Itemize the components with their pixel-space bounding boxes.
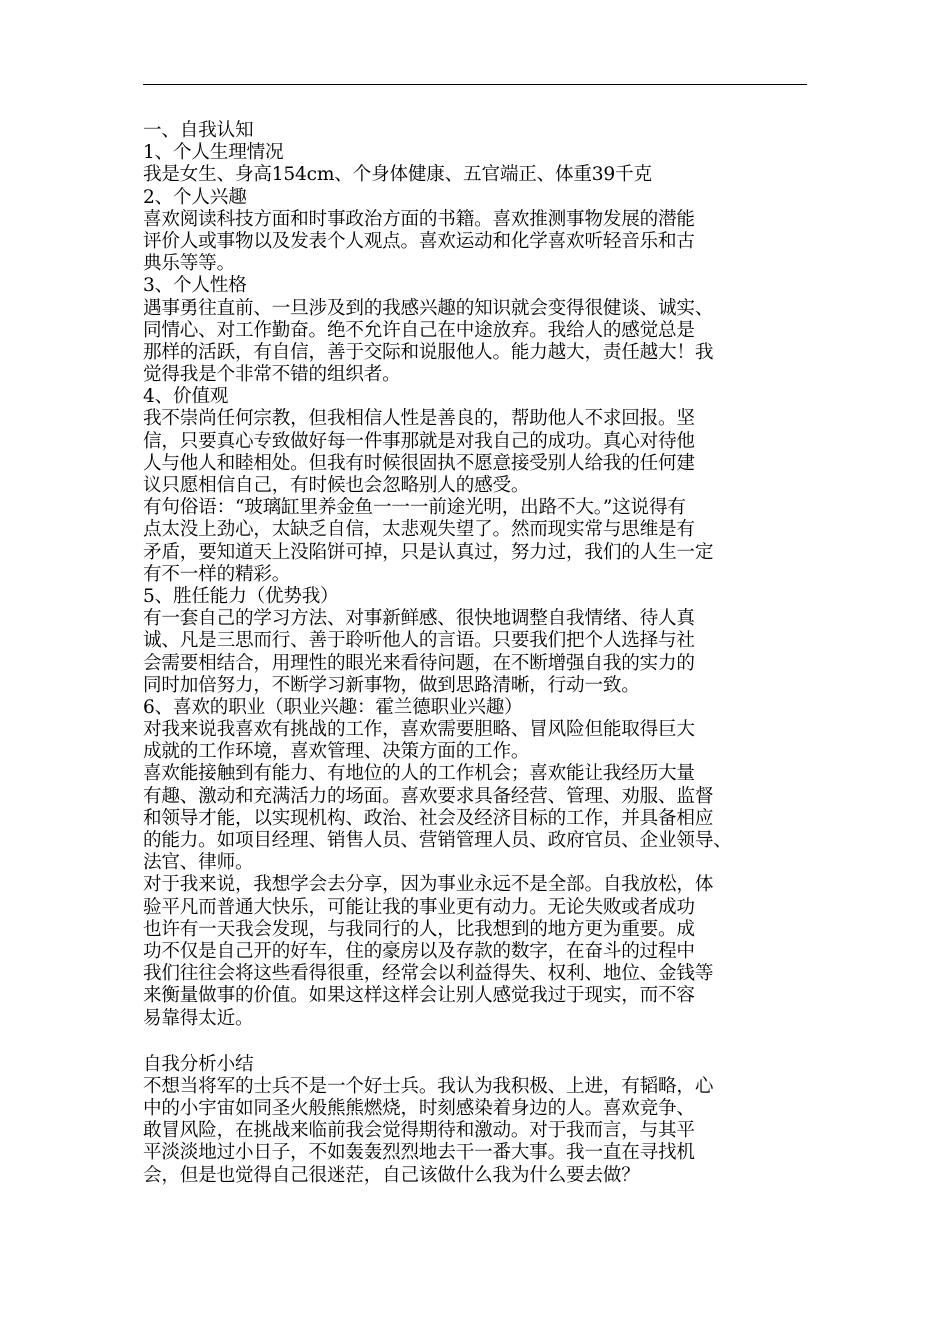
paragraph-line: 喜欢能接触到有能力、有地位的人的工作机会；喜欢能让我经历大量: [143, 763, 695, 785]
paragraph-line: 喜欢阅读科技方面和时事政治方面的书籍。喜欢推测事物发展的潜能: [143, 208, 695, 230]
subsection-heading-3: 3、个人性格: [143, 275, 247, 297]
subsection-heading-4: 4、价值观: [143, 386, 229, 408]
paragraph-line: 对于我来说，我想学会去分享，因为事业永远不是全部。自我放松，体: [143, 874, 714, 896]
paragraph-line: 评价人或事物以及发表个人观点。喜欢运动和化学喜欢听轻音乐和古: [143, 230, 695, 252]
paragraph-line: 来衡量做事的价值。如果这样这样会让别人感觉我过于现实，而不容: [143, 985, 695, 1007]
paragraph-line: 对我来说我喜欢有挑战的工作，喜欢需要胆略、冒风险但能取得巨大: [143, 719, 695, 741]
paragraph-line: 也许有一天我会发现，与我同行的人，比我想到的地方更为重要。成: [143, 918, 695, 940]
paragraph-line: 点太没上劲心，太缺乏自信，太悲观失望了。然而现实常与思维是有: [143, 519, 695, 541]
header-rule: [143, 84, 807, 85]
paragraph-line: 有一套自己的学习方法、对事新鲜感、很快地调整自我情绪、待人真: [143, 608, 695, 630]
paragraph-line: 人与他人和睦相处。但我有时候很固执不愿意接受别人给我的任何建: [143, 452, 695, 474]
subsection-heading-1: 1、个人生理情况: [143, 142, 284, 164]
paragraph-line: 成就的工作环境，喜欢管理、决策方面的工作。: [143, 741, 530, 763]
paragraph-line: 会需要相结合，用理性的眼光来看待问题，在不断增强自我的实力的: [143, 652, 695, 674]
section-title: 一、自我认知: [143, 120, 254, 141]
paragraph-line: 中的小宇宙如同圣火般熊熊燃烧，时刻感染着身边的人。喜欢竞争、: [143, 1098, 695, 1120]
summary-heading: 自我分析小结: [143, 1053, 254, 1075]
paragraph-line: 有句俗语：“玻璃缸里养金鱼一一一前途光明，出路不大。”这说得有: [143, 497, 686, 519]
paragraph-line: 议只愿相信自己，有时候也会忽略别人的感受。: [143, 475, 530, 496]
paragraph-line: 我是女生、身高154cm、个身体健康、五官端正、体重39千克: [143, 164, 652, 186]
paragraph-line: 同情心、对工作勤奋。绝不允许自己在中途放弃。我给人的感觉总是: [143, 319, 695, 341]
paragraph-line: 我不崇尚任何宗教，但我相信人性是善良的，帮助他人不求回报。坚: [143, 408, 695, 430]
paragraph-line: 觉得我是个非常不错的组织者。: [143, 364, 401, 386]
subsection-heading-5: 5、胜任能力（优势我）: [143, 585, 339, 607]
paragraph-line: 诚、凡是三思而行、善于聆听他人的言语。只要我们把个人选择与社: [143, 630, 695, 652]
paragraph-line: 有趣、激动和充满活力的场面。喜欢要求具备经营、管理、劝服、监督: [143, 785, 714, 807]
paragraph-line: 和领导才能，以实现机构、政治、社会及经济目标的工作，并具备相应: [143, 807, 714, 829]
paragraph-line: 同时加倍努力，不断学习新事物，做到思路清晰，行动一致。: [143, 674, 640, 696]
paragraph-line: 典乐等等。: [143, 253, 235, 275]
paragraph-line: 有不一样的精彩。: [143, 563, 291, 585]
paragraph-line: 功不仅是自己开的好车，住的豪房以及存款的数字，在奋斗的过程中: [143, 940, 695, 962]
paragraph-line: 那样的活跃，有自信，善于交际和说服他人。能力越大，责任越大！我: [143, 341, 714, 363]
paragraph-line: 易靠得太近。: [143, 1007, 254, 1029]
subsection-heading-2: 2、个人兴趣: [143, 186, 247, 208]
paragraph-line: 的能力。如项目经理、销售人员、营销管理人员、政府官员、企业领导、: [143, 830, 732, 851]
paragraph-line: 我们往往会将这些看得很重，经常会以利益得失、权利、地位、金钱等: [143, 963, 714, 985]
paragraph-line: 不想当将军的士兵不是一个好士兵。我认为我积极、上进，有韬略，心: [143, 1075, 714, 1097]
subsection-heading-6: 6、喜欢的职业（职业兴趣：霍兰德职业兴趣）: [143, 696, 523, 718]
paragraph-spacer: [143, 1030, 823, 1054]
paragraph-line: 敢冒风险，在挑战来临前我会觉得期待和激动。对于我而言，与其平: [143, 1120, 695, 1142]
paragraph-line: 遇事勇往直前、一旦涉及到的我感兴趣的知识就会变得很健谈、诚实、: [143, 297, 714, 319]
paragraph-line: 平淡淡地过小日子，不如轰轰烈烈地去干一番大事。我一直在寻找机: [143, 1142, 695, 1164]
paragraph-line: 会，但是也觉得自己很迷茫，自己该做什么我为什么要去做？: [143, 1164, 640, 1186]
paragraph-line: 法官、律师。: [143, 852, 254, 874]
paragraph-line: 矛盾，要知道天上没陷饼可掉，只是认真过，努力过，我们的人生一定: [143, 541, 714, 563]
paragraph-line: 信，只要真心专致做好每一件事那就是对我自己的成功。真心对待他: [143, 430, 695, 452]
paragraph-line: 验平凡而普通大快乐，可能让我的事业更有动力。无论失败或者成功: [143, 896, 695, 918]
document-body: [143, 120, 823, 1187]
